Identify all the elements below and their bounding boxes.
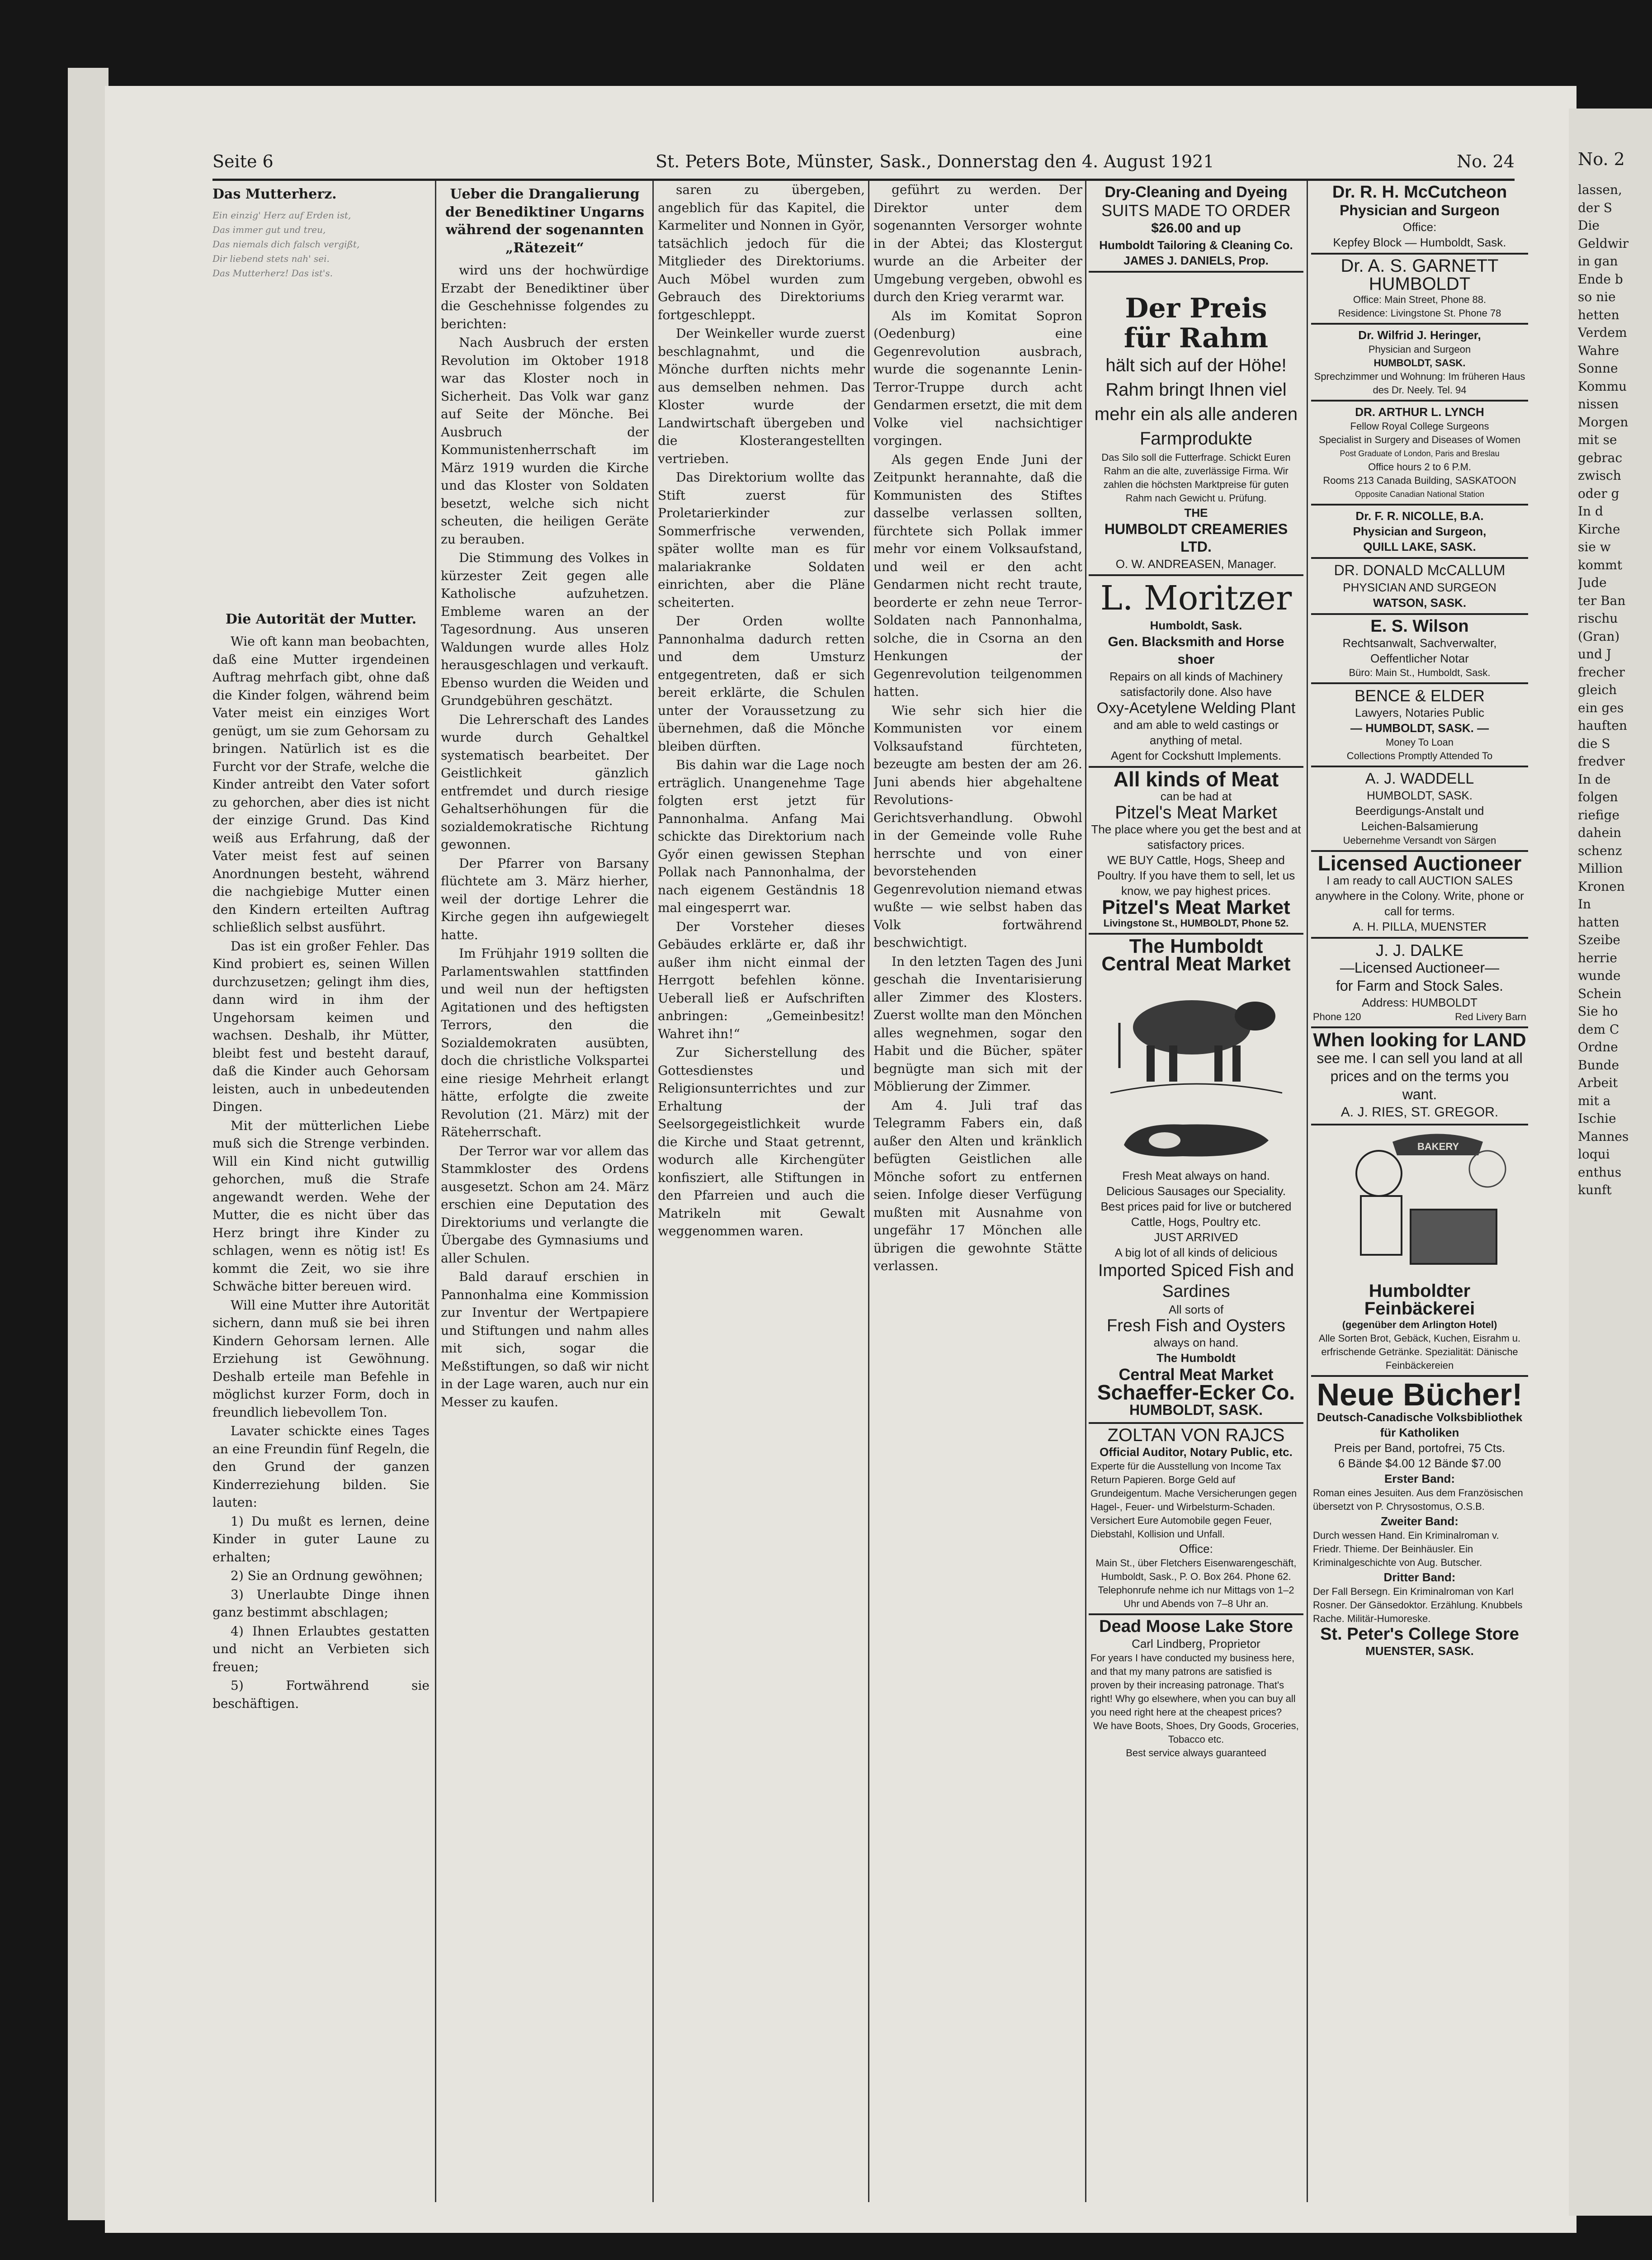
rajcs-ad — [1089, 1424, 1303, 1616]
ad-city: MUENSTER, SASK. — [1365, 1644, 1474, 1658]
ad-text: I am ready to call AUCTION SALES anywhere in the Colony. Write, phone or call for terms. — [1315, 873, 1524, 918]
next-page-fragment: Verdem — [1578, 325, 1627, 340]
article-column-3 — [658, 181, 865, 2202]
next-page-fragment: In de — [1578, 771, 1611, 787]
next-page-fragment: Sonne — [1578, 361, 1618, 376]
next-page-fragment: mit se — [1578, 432, 1617, 447]
next-page-fragment: die S — [1578, 736, 1610, 751]
next-page-fragment: Jude — [1578, 575, 1607, 590]
ad-text: We have Boots, Shoes, Dry Goods, Groceries, Tobacco etc. — [1093, 1720, 1299, 1745]
paragraph: Der Terror war vor allem das Stammkloster des Ordens ausgesetzt. Schon am 24. März erschien eine Deputation des Direktoriums und verlangte die Übergabe des Gymnasiums und aller Schulen. — [441, 1143, 649, 1266]
next-page-header: No. 2 — [1578, 149, 1625, 169]
ad-company: St. Peter's College Store — [1320, 1624, 1519, 1644]
ad-title: Dr. F. R. NICOLLE, B.A. — [1355, 509, 1484, 523]
next-page-fragment: kunft — [1578, 1182, 1612, 1197]
paragraph: Das ist ein großer Fehler. Das Kind probiert es, seinen Willen durchzusetzen; gelingt ihm dies, dann wird in ihm der Ungehorsam keimen und wachsen. Deshalb, ihr Mütter, bleibt fest und besteht darauf, daß die Kinder auch Gehorsam leisten, auch in unbedeutenden Dingen. — [212, 938, 430, 1114]
ad-text: Erster Band: — [1384, 1471, 1455, 1485]
ad-text: Office: Main Street, Phone 88. — [1353, 294, 1487, 305]
ad-city: HUMBOLDT, SASK. — [1366, 789, 1473, 802]
baker-illustration — [1325, 1128, 1515, 1277]
next-page-fragment: loqui — [1578, 1147, 1610, 1162]
ad-text: Das Silo soll die Futterfrage. Schickt Euren Rahm an die alte, zuverlässige Firma. Wir zahlen die höchsten Marktpreise für guten Rahm nach Gewicht u. Prüfung. — [1101, 451, 1291, 504]
ad-text: Agent for Cockshutt Implements. — [1110, 749, 1282, 762]
ad-title: DR. ARTHUR L. LYNCH — [1355, 405, 1484, 419]
ad-company: Central Meat Market — [1119, 1365, 1274, 1384]
ad-phone: Phone 120 — [1313, 1011, 1361, 1022]
next-page-fragment: hauften — [1578, 718, 1627, 733]
ad-title: Der Preis — [1125, 292, 1267, 324]
mccutcheon-card — [1311, 181, 1528, 255]
poem-line: Das immer gut und treu, — [212, 224, 326, 235]
column-rule — [652, 181, 654, 2202]
ad-text: Fellow Royal College Surgeons — [1350, 421, 1489, 432]
column-rule — [435, 181, 436, 2202]
ad-company: Humboldt Tailoring & Cleaning Co. — [1099, 238, 1293, 252]
next-page-fragment: mit a — [1578, 1093, 1611, 1108]
ad-text: can be had at — [1160, 789, 1232, 803]
ad-title: J. J. DALKE — [1375, 941, 1464, 960]
paragraph: Bald darauf erschien in Pannonhalma eine Kommission zur Inventur der Wertpapiere und Stiftungen und nahm alles mit sich, sogar die Meßstiftungen, so daß wir nicht in der Lage waren, auch nur ein Messer zu kaufen. — [441, 1269, 649, 1409]
next-page-fragment: Mannes — [1578, 1129, 1629, 1144]
article-column-2 — [441, 181, 649, 2202]
ad-title: A. J. WADDELL — [1365, 770, 1474, 787]
next-page-fragment: hetten — [1578, 307, 1619, 322]
next-page-fragment: Wahre — [1578, 343, 1619, 358]
ad-text: PHYSICIAN AND SURGEON — [1343, 580, 1496, 594]
next-page-fragment: Kommu — [1578, 378, 1627, 394]
meat-cut-illustration — [1115, 1113, 1278, 1163]
ad-city: HUMBOLDT, SASK. — [1374, 357, 1466, 369]
ads-column-right — [1311, 181, 1528, 2202]
ad-title: BENCE & ELDER — [1354, 686, 1485, 705]
paragraph: Die Lehrerschaft des Landes wurde durch Gehaltkel systematisch bearbeitet. Der Geistlichkeit gänzlich entfremdet und durch riesige Gehaltserhöhungen für die sozialdemokratische Richtung gewonnen. — [441, 712, 649, 852]
ad-text: SUITS MADE TO ORDER — [1101, 201, 1291, 220]
paragraph: geführt zu werden. Der Direktor unter dem sogenannten Versorger wohnte in der Abtei; das Klostergut wurde an die Arbeiter der Umgebung vergeben, obwohl es durch den Krieg verarmt war. — [873, 182, 1082, 304]
poem-line: Das niemals dich falsch vergißt, — [212, 238, 360, 250]
ad-text: Repairs on all kinds of Machinery satisfactorily done. Also have — [1109, 669, 1283, 699]
ad-text: Residence: Livingstone St. Phone 78 — [1338, 307, 1501, 319]
ad-text: (gegenüber dem Arlington Hotel) — [1342, 1319, 1497, 1330]
ad-city: Humboldt, Sask. — [1150, 618, 1242, 632]
ad-price: $26.00 and up — [1151, 221, 1241, 236]
ad-text: Collections Promptly Attended To — [1346, 750, 1493, 761]
ad-text: see me. I can sell you land at all prices and on the terms you want. — [1317, 1050, 1523, 1102]
next-page-fragment: Million — [1578, 861, 1623, 876]
wilson-card — [1311, 615, 1528, 685]
ad-text: Office: — [1402, 220, 1437, 234]
ad-address: Address: HUMBOLDT — [1362, 996, 1477, 1009]
next-page-fragment: der S — [1578, 200, 1612, 215]
ad-text: Physician and Surgeon, — [1353, 525, 1487, 538]
next-page-fragment: riefige — [1578, 807, 1620, 823]
ad-footer — [1313, 1010, 1526, 1024]
ad-text: Office: — [1179, 1542, 1213, 1556]
next-page-fragment: nissen — [1578, 397, 1619, 411]
ad-text: JUST ARRIVED — [1154, 1230, 1238, 1244]
next-page-text — [1578, 181, 1650, 2207]
next-page-fragment: Bunde — [1578, 1057, 1619, 1073]
next-page-fragment: Kronen — [1578, 879, 1625, 894]
next-page-fragment: Arbeit — [1578, 1075, 1618, 1090]
central-meat-ad — [1089, 935, 1303, 1424]
ad-text: Fresh Meat always on hand. — [1122, 1168, 1270, 1182]
article-column-1 — [212, 181, 430, 2202]
ad-text: Carl Lindberg, Proprietor — [1132, 1636, 1260, 1650]
ad-text: Best prices paid for live or butchered Cattle, Hogs, Poultry etc. — [1100, 1199, 1292, 1229]
ad-company: Pitzel's Meat Market — [1115, 802, 1277, 823]
ad-text: Official Auditor, Notary Public, etc. — [1100, 1445, 1293, 1459]
ad-text: für Katholiken — [1380, 1425, 1459, 1439]
column-rule — [868, 181, 869, 2202]
paragraph: Will eine Mutter ihre Autorität sichern, dann muß sie bei ihren Kindern Gehorsam lernen. Alle Erziehung ist Gewöhnung. Deshalb erteile man Befehle in möglichst kurzer Form, doch in freundlich liebevollem Ton. — [212, 1297, 430, 1420]
next-page-fragment: gebrac — [1578, 450, 1623, 465]
heringer-card — [1311, 325, 1528, 402]
ad-text: Delicious Sausages our Speciality. — [1106, 1184, 1286, 1198]
next-page-fragment: zwisch — [1578, 468, 1621, 483]
ad-title: The Humboldt — [1129, 935, 1263, 957]
ad-title: Dry-Cleaning and Dyeing — [1104, 184, 1288, 201]
page-header — [212, 151, 1515, 181]
next-page-fragment: Schein — [1578, 986, 1622, 1001]
creameries-ad — [1089, 273, 1303, 576]
article-column-4 — [873, 181, 1082, 2202]
ad-text: Leichen-Balsamierung — [1361, 819, 1478, 833]
paragraph: Mit der mütterlichen Liebe muß sich die Strenge verbinden. Will ein Kind nicht gutwillig gehorchen, muß die Strafe angewandt werden. Wehe der Mutter, die es nicht über das Herz bringt ihre Kinder zu schlagen, wenn es nötig ist! Es kommt die Zeit, wo sie ihre Schwäche bitter bereuen wird. — [212, 1118, 430, 1294]
issue-number: No. 24 — [1457, 151, 1515, 171]
next-page-fragment: ein ges — [1578, 700, 1624, 715]
next-page-fragment: gleich — [1578, 682, 1617, 697]
ad-title: DR. DONALD McCALLUM — [1334, 562, 1506, 578]
ad-text: Money To Loan — [1385, 736, 1454, 748]
paragraph: Das Direktorium wollte das Stift zuerst für Proletarierkinder zur Sommerfrische verwenden, später wollte man es für malariakranke Soldaten einrichten, aber die Pläne scheiterten. — [658, 470, 865, 610]
ad-company: HUMBOLDT CREAMERIES LTD. — [1104, 520, 1288, 555]
ad-title: When looking for LAND — [1313, 1029, 1526, 1050]
next-page-fragment: herrie — [1578, 950, 1617, 965]
paragraph: Wie sehr sich hier die Kommunisten vor einem Volksaufstand fürchteten, bezeugte am besten der am 26. Juni abends hier abgehaltene Revolutions-Gerichtsverhandlung. Obwohl in der Gemeinde volle Ruhe herrschte und von einer bevorstehenden Gegenrevolution niemand etwas wußte — wie selbst haben das Volk fortwährend beschwichtigt. — [873, 703, 1082, 950]
next-page-fragment: ter Ban — [1578, 593, 1626, 608]
ad-text: Rechtsanwalt, Sachverwalter, — [1342, 636, 1497, 650]
ad-address: Main St., über Fletchers Eisenwarengeschäft, Humboldt, Sask., P. O. Box 264. Phone 62. — [1095, 1557, 1297, 1582]
ad-text: Red Livery Barn — [1455, 1011, 1526, 1022]
mccallum-card — [1311, 559, 1528, 615]
ad-text: Specialist in Surgery and Diseases of Women — [1319, 434, 1520, 445]
ad-title: Humboldter Feinbäckerei — [1364, 1281, 1475, 1319]
next-page-fragment: Kirche — [1578, 521, 1620, 537]
ad-text: A. H. PILLA, MUENSTER — [1352, 919, 1487, 933]
column-rule — [1307, 181, 1308, 2202]
ad-title: L. Moritzer — [1100, 578, 1292, 618]
next-page-fragment: Ischie — [1578, 1111, 1616, 1126]
ad-text: Dritter Band: — [1383, 1570, 1456, 1584]
poem-line: Ein einzig' Herz auf Erden ist, — [212, 209, 351, 221]
next-page-fragment: hatten — [1578, 914, 1619, 930]
page-stack-edge — [68, 68, 109, 2220]
ad-price: Preis per Band, portofrei, 75 Cts. — [1334, 1441, 1506, 1455]
paragraph: Der Orden wollte Pannonhalma dadurch retten und dem Umsturz entgegentreten, daß er sich bereit erklärte, die Schulen unter der Voraussetzung zu übernehmen, daß die Mönche bleiben dürften. — [658, 614, 865, 754]
paragraph: Zur Sicherstellung des Gottesdienstes und Religionsunterrichtes und zur Erhaltung der Seelsorgegeistlichkeit wurde die Kirche und Staat getrennt, wodurch alle Kirchengüter konfisziert, alle Stiftungen in den Pfarreien und auch die Matrikeln mit Gewalt weggenommen waren. — [658, 1045, 865, 1239]
ad-title: für Rahm — [1123, 322, 1269, 354]
dead-moose-ad — [1089, 1615, 1303, 1763]
moritzer-ad — [1089, 576, 1303, 768]
next-page-fragment: (Gran) — [1578, 629, 1620, 644]
ad-text: Lawyers, Notaries Public — [1355, 705, 1485, 719]
ad-text: always on hand. — [1153, 1336, 1239, 1349]
nicolle-card — [1311, 506, 1528, 559]
ad-text: For years I have conducted my business here, and that my many patrons are satisfied is proven by their increasing patronage. That's right! Why go elsewhere, when you can buy all you need right here at the cheapest prices? — [1090, 1652, 1296, 1718]
next-page-fragment: In d — [1578, 504, 1603, 519]
next-page-fragment: Sie ho — [1578, 1004, 1618, 1019]
ad-title: ZOLTAN VON RAJCS — [1107, 1425, 1285, 1445]
ad-text: Zweiter Band: — [1381, 1514, 1458, 1528]
ad-title: E. S. Wilson — [1370, 616, 1469, 636]
ad-text: Alle Sorten Brot, Gebäck, Kuchen, Eisrahm u. erfrischende Getränke. Spezialität: Dänische Feinbäckereien — [1318, 1332, 1521, 1371]
ad-text: for Farm and Stock Sales. — [1336, 977, 1503, 994]
ad-title: All kinds of Meat — [1113, 767, 1279, 791]
article-heading: Die Autorität der Mutter. — [225, 611, 417, 627]
paragraph: Als im Komitat Sopron (Oedenburg) eine Gegenrevolution ausbrach, wurde die sogenannte Lenin-Terror-Truppe durch acht Gendarmen ersetzt, die mit dem Volke viel nachsichtiger vorgingen. — [873, 308, 1082, 448]
next-page-fragment: Die — [1578, 218, 1600, 233]
next-page-fragment: lassen, — [1578, 182, 1622, 197]
ad-address: Kepfey Block — Humboldt, Sask. — [1333, 236, 1506, 249]
paragraph: wird uns der hochwürdige Erzabt der Benediktiner über die Geschehnisse folgendes zu berichten: — [441, 263, 649, 331]
bakery-ad — [1311, 1125, 1528, 1377]
waddell-card — [1311, 767, 1528, 852]
ad-text: THE — [1184, 506, 1208, 520]
ad-price: 6 Bände $4.00 12 Bände $7.00 — [1338, 1456, 1501, 1470]
next-page-fragment: sie w — [1578, 539, 1611, 554]
ad-company: Pitzel's Meat Market — [1102, 896, 1290, 918]
paragraph: Die Stimmung des Volkes in kürzester Zeit gegen alle Katholische aufzuhetzen. Embleme waren an der Tagesordnung. Aus unseren Waldungen wurde alles Holz herausgeschlagen und verkauft. Ebenso wurden die Weiden und Grundgebühren geschätzt. — [441, 550, 649, 708]
ad-text: Fresh Fish and Oysters — [1107, 1316, 1285, 1335]
dalke-ad — [1311, 939, 1528, 1029]
paragraph: Nach Ausbruch der ersten Revolution im Oktober 1918 war das Kloster noch in Sicherheit. Das Volk war ganz auf Seite der Mönche. Bei Ausbruch der Kommunistenherrschaft im März 1919 wurden die Kirche und das Kloster von Soldaten besetzt, welche sich nicht scheuten, die heiligen Geräte zu berauben. — [441, 335, 649, 547]
ad-text: Physician and Surgeon — [1340, 202, 1500, 218]
ad-text: Post Graduate of London, Paris and Breslau — [1340, 449, 1500, 458]
ad-city: — HUMBOLDT, SASK. — — [1350, 721, 1489, 735]
list-item: 1) Du mußt es lernen, deine Kinder in guter Laune zu erhalten; — [212, 1513, 430, 1565]
ries-ad — [1311, 1028, 1528, 1125]
next-page-fragment: Ende b — [1578, 271, 1623, 287]
next-page-fragment: Szeibe — [1578, 932, 1620, 947]
ad-text: A big lot of all kinds of delicious — [1114, 1245, 1278, 1259]
next-page-fragment: enthus — [1578, 1164, 1622, 1180]
next-page-fragment: folgen — [1578, 790, 1618, 804]
ad-title: Dr. R. H. McCutcheon — [1332, 183, 1507, 202]
next-page-fragment: und J — [1578, 647, 1612, 662]
pitzel-ad — [1089, 768, 1303, 935]
next-page-fragment: frecher — [1578, 664, 1625, 680]
paragraph: Bis dahin war die Lage noch erträglich. Unangenehme Tage folgten erst jetzt für Pannonhalma. Anfang Mai schickte das Direktorium nach Győr einen gewissen Stephan Pollak nach Pannonhalma, der nach eigenem Geständnis 18 mal eingesperrt war. — [658, 757, 865, 915]
ad-text: Uebernehme Versandt von Särgen — [1343, 835, 1496, 846]
next-page-fragment: in gan — [1578, 254, 1618, 269]
ad-text: Der Fall Bersegn. Ein Kriminalroman von Karl Rosner. Der Gänsedoktor. Erzählung. Knubbels Rache. Militär-Humoreske. — [1313, 1585, 1523, 1624]
bull-illustration — [1101, 973, 1291, 1109]
ad-company: Schaeffer-Ecker Co. — [1097, 1380, 1295, 1404]
column-rule — [1085, 181, 1086, 2202]
paragraph: Am 4. Juli traf das Telegramm Fabers ein, daß außer den Alten und kränklich befügten Geistlichen alle Mönche sofort zu entfernen seien. Infolge dieser Verfügung mußten mit Ausnahme von ungefähr 17 Mönchen alle übrigen die gewohnte Stätte verlassen. — [873, 1097, 1082, 1273]
ad-text: Beerdigungs-Anstalt und — [1355, 804, 1484, 818]
ad-title: Dr. A. S. GARNETT — [1340, 256, 1499, 276]
ad-city: WATSON, SASK. — [1373, 596, 1467, 610]
poem-title: Das Mutterherz. — [212, 186, 337, 202]
paragraph: Der Vorsteher dieses Gebäudes erklärte er, daß ihr außer ihm nicht einmal der Herrgott befehlen könne. Ueberall ließ er Aufschriften anbringen: „Gemeinbesitz! Wahret ihn!“ — [658, 919, 865, 1041]
ad-text: Telephonrufe nehme ich nur Mittags von 1–2 Uhr und Abends von 7–8 Uhr an. — [1098, 1584, 1294, 1609]
ad-text: Oeffentlicher Notar — [1370, 652, 1469, 665]
paragraph: Der Weinkeller wurde zuerst beschlagnahmt, und die Mönche durften nichts mehr aus demselben nehmen. Das Kloster wurde der Landwirtschaft übergeben und die Klosterangestellten vertrieben. — [658, 326, 865, 466]
poem-body — [212, 208, 430, 280]
list-item: 4) Ihnen Erlaubtes gestatten und nicht an Verbieten sich freuen; — [212, 1623, 430, 1674]
ad-text: Imported Spiced Fish and Sardines — [1098, 1261, 1294, 1301]
ad-city: QUILL LAKE, SASK. — [1363, 540, 1476, 553]
paragraph: In den letzten Tagen des Juni geschah die Inventarisierung aller Zimmer des Klosters. Zuerst wollte man den Mönchen alles wegnehmen, sogar den Habit und die Bücher, später begnügte man sich mit der Möblierung der Zimmer. — [873, 954, 1082, 1094]
bakery-sign-label: BAKERY — [1417, 1141, 1459, 1152]
ad-text: WE BUY Cattle, Hogs, Sheep and Poultry. If you have them to sell, let us know, we pay highest prices. — [1097, 853, 1295, 898]
ad-text: Deutsch-Canadische Volksbibliothek — [1317, 1410, 1523, 1424]
next-page-fragment: kommt — [1578, 557, 1623, 572]
ad-city: HUMBOLDT — [1369, 274, 1471, 294]
ad-text: Best service always guaranteed — [1126, 1747, 1266, 1759]
ad-text: Physician and Surgeon — [1368, 344, 1471, 355]
article-heading: Ueber die Drangalierung der Benediktiner Ungarns während der sogenannten „Rätezeit“ — [445, 186, 645, 256]
next-page-fragment: schenz — [1578, 843, 1622, 858]
list-item: 3) Unerlaubte Dinge ihnen ganz bestimmt abschlagen; — [212, 1587, 430, 1620]
bence-elder-card — [1311, 684, 1528, 767]
ad-title: Dr. Wilfrid J. Heringer, — [1358, 328, 1481, 342]
ad-title: Neue Bücher! — [1317, 1376, 1523, 1412]
next-page-fragment: so nie — [1578, 289, 1616, 304]
poem-line: Das Mutterherz! Das ist's. — [212, 267, 333, 279]
page-number: Seite 6 — [212, 151, 274, 171]
pilla-ad — [1311, 852, 1528, 939]
paragraph: Als gegen Ende Juni der Zeitpunkt herannahte, daß die Kommunisten des Stiftes dasselbe verlassen sollten, fürchtete sich Pollak immer mehr vor einem Volksaufstand, und weil er den acht Gendarmen nicht recht traute, beorderte er zehn neue Terror-Soldaten nach Pannonhalma, solche, die in Csorna an den Henkungen der Gegenrevolution teilgenommen hatten. — [873, 452, 1082, 699]
ad-text: The place where you get the best and at satisfactory prices. — [1091, 823, 1301, 851]
paragraph: Lavater schickte eines Tages an eine Freundin fünf Regeln, die den Grund der ganzen Kinderreziehung bilden. Sie lauten: — [212, 1423, 430, 1510]
paragraph: Wie oft kann man beobachten, daß eine Mutter irgendeinen Auftrag mehrfach gibt, ohne daß die Kinder folgen, während beim Vater meist ein einziges Wort genügt, um sie zum Gehorsam zu bringen. Natürlich ist es die Furcht vor der Strafe, welche die Kinder antreibt den Vater sofort zu gehorchen, aber dies ist nicht der einzige Grund. Das Kind weiß aus Erfahrung, daß der Vater meist fest auf seinen Anordnungen besteht, während die nachgiebige Mutter einen den Kindern erteilten Auftrag schließlich selbst ausführt. — [212, 634, 430, 935]
ad-text: All sorts of — [1168, 1302, 1224, 1316]
ad-manager: O. W. ANDREASEN, Manager. — [1115, 557, 1277, 571]
next-page-fragment: rischu — [1578, 611, 1618, 626]
next-page-fragment: fredver — [1578, 754, 1625, 769]
next-page-fragment: dem C — [1578, 1021, 1619, 1037]
ad-text: Durch wessen Hand. Ein Kriminalroman v. Friedr. Thieme. Der Beinhäusler. Ein Kriminalgeschichte von Aug. Butscher. — [1313, 1529, 1499, 1568]
poem-line: Dir liebend stets nah' sei. — [212, 253, 330, 264]
ad-text: Roman eines Jesuiten. Aus dem Französischen übersetzt von P. Chrysostomus, O.S.B. — [1313, 1487, 1523, 1512]
list-item: 2) Sie an Ordnung gewöhnen; — [231, 1568, 423, 1583]
ad-title: Dead Moose Lake Store — [1099, 1617, 1293, 1636]
ad-text: Sprechzimmer und Wohnung: Im früheren Haus des Dr. Neely. Tel. 94 — [1314, 371, 1525, 396]
ad-text: —Licensed Auctioneer— — [1340, 960, 1500, 976]
ad-text: Gen. Blacksmith and Horse shoer — [1108, 634, 1284, 667]
paragraph: Der Pfarrer von Barsany flüchtete am 3. März hierher, weil der dortige Lehrer die Kirche gegen ihn aufgewiegelt hatte. — [441, 856, 649, 942]
ad-text: Oxy-Acetylene Welding Plant — [1096, 699, 1296, 717]
ad-text: hält sich auf der Höhe! Rahm bringt Ihnen viel mehr ein als alle anderen Farmprodukte — [1094, 355, 1298, 449]
ad-city: HUMBOLDT, SASK. — [1129, 1402, 1263, 1418]
ad-text: The Humboldt — [1156, 1351, 1236, 1365]
paragraph: Im Frühjahr 1919 sollten die Parlamentswahlen stattfinden und weil nun der heftigsten Agitationen und des heftigsten Terrors, den die Sozialdemokraten ausübten, doch die christliche Volkspartei eine riesige Mehrheit erlangt hätte, erfolgte die zweite Revolution (21. März) mit der Räteherrschaft. — [441, 946, 649, 1139]
lynch-card — [1311, 402, 1528, 506]
ad-text: Office hours 2 to 6 P.M. — [1368, 461, 1471, 473]
books-ad — [1311, 1377, 1528, 1662]
next-page-fragment: Ordne — [1578, 1040, 1618, 1054]
ad-proprietor: JAMES J. DANIELS, Prop. — [1123, 253, 1269, 267]
ads-column-left — [1089, 181, 1303, 2202]
ad-text: and am able to weld castings or anything of metal. — [1113, 718, 1279, 747]
ad-title: Central Meat Market — [1101, 953, 1291, 975]
ad-text: Experte für die Ausstellung von Income Tax Return Papieren. Borge Geld auf Grundeigentum. Mache Versicherungen gegen Hagel-, Feuer- und Wirbelsturm-Schaden. Versichert Eure Automobile gegen Feuer, Diebstahl, Kollision und Unfall. — [1090, 1461, 1297, 1540]
next-page-fragment: dahein — [1578, 825, 1622, 840]
next-page-fragment: oder g — [1578, 486, 1619, 501]
ad-address: Livingstone St., HUMBOLDT, Phone 52. — [1103, 917, 1289, 929]
ad-text: A. J. RIES, ST. GREGOR. — [1340, 1104, 1499, 1120]
ad-address: Büro: Main St., Humboldt, Sask. — [1349, 667, 1491, 678]
list-item: 5) Fortwährend sie beschäftigen. — [212, 1678, 430, 1711]
dry-cleaning-ad — [1089, 181, 1303, 273]
next-page-fragment: wunde — [1578, 968, 1621, 983]
next-page-fragment: Morgen — [1578, 414, 1628, 430]
masthead-date: St. Peters Bote, Münster, Sask., Donnerstag den 4. August 1921 — [656, 151, 1214, 171]
next-page-fragment: Geldwir — [1578, 236, 1629, 251]
paragraph: saren zu übergeben, angeblich für das Kapitel, die Karmeliter und Nonnen in Györ, tatsächlich jedoch für die Mitglieder des Direktoriums. Auch Möbel wurden zum Gebrauch des Direktoriums fortgeschleppt. — [658, 182, 865, 322]
ad-text: Opposite Canadian National Station — [1355, 490, 1485, 499]
ad-address: Rooms 213 Canada Building, SASKATOON — [1323, 475, 1516, 486]
ad-title: Licensed Auctioneer — [1317, 851, 1522, 875]
garnett-card — [1311, 255, 1528, 325]
next-page-fragment: In — [1578, 897, 1591, 912]
